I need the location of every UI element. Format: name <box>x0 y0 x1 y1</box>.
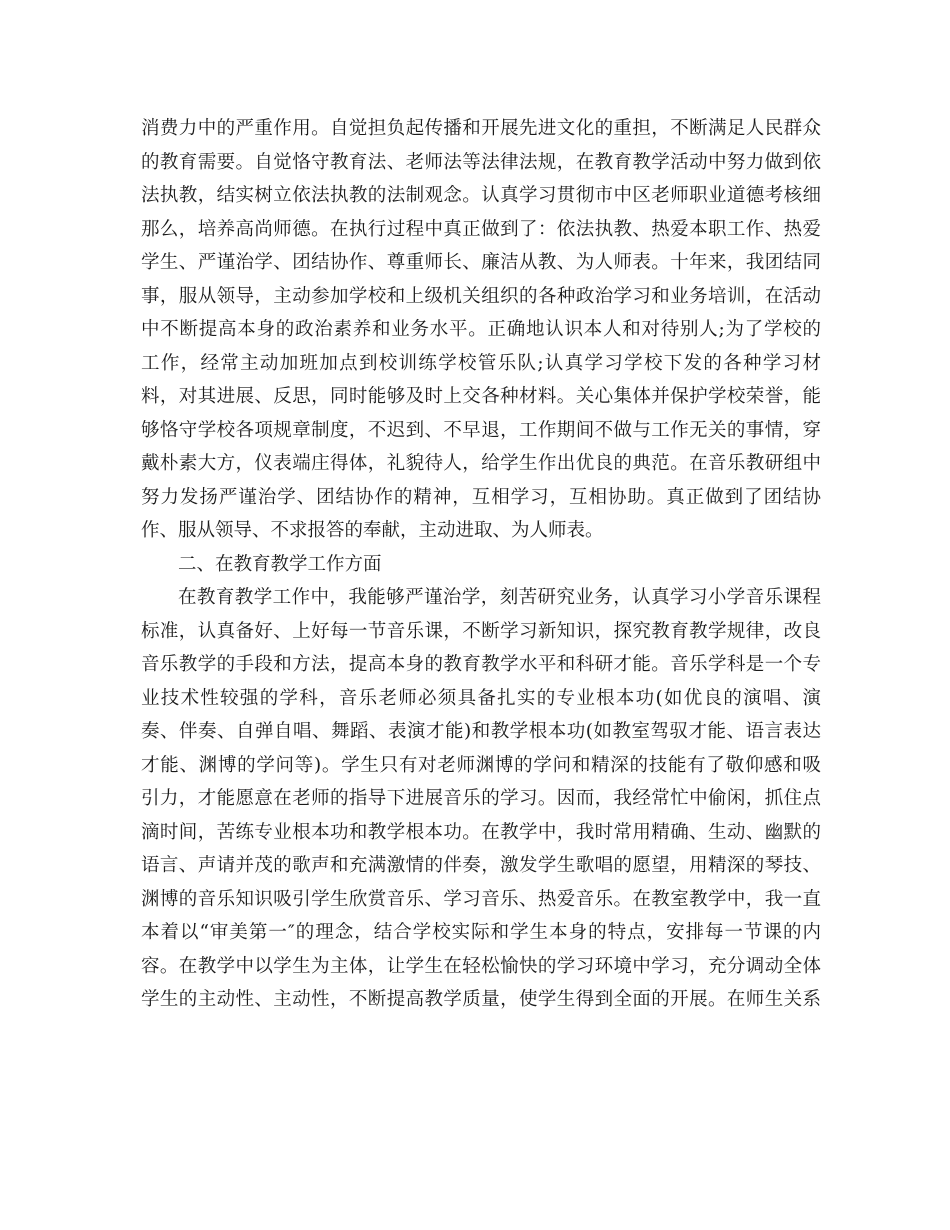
body-line: 奏、伴奏、自弹自唱、舞蹈、表演才能)和教学根本功(如教室驾驭才能、语言表达 <box>141 721 821 742</box>
body-line: 才能、渊博的学问等)。学生只有对老师渊博的学问和精深的技能有了敬仰感和吸 <box>141 754 821 776</box>
body-line: 够恪守学校各项规章制度，不迟到、不早退，工作期间不做与工作无关的事情，穿 <box>141 419 821 441</box>
body-line: 学生的主动性、主动性，不断提高教学质量，使学生得到全面的开展。在师生关系 <box>141 989 821 1010</box>
body-line: 本着以“审美第一″的理念，结合学校实际和学生本身的特点，安排每一节课的内 <box>141 922 821 943</box>
body-line: 滴时间，苦练专业根本功和教学根本功。在教学中，我时常用精确、生动、幽默的 <box>141 821 821 843</box>
body-line: 料，对其进展、反思，同时能够及时上交各种材料。关心集体并保护学校荣誉，能 <box>141 386 821 407</box>
body-line: 工作，经常主动加班加点到校训练学校管乐队;认真学习学校下发的各种学习材 <box>141 352 821 374</box>
body-line: 学生、严谨治学、团结协作、尊重师长、廉洁从教、为人师表。十年来，我团结同 <box>141 252 821 273</box>
body-line: 事，服从领导，主动参加学校和上级机关组织的各种政治学习和业务培训，在活动 <box>141 285 821 307</box>
body-line: 努力发扬严谨治学、团结协作的精神，互相学习，互相协助。真正做到了团结协 <box>141 486 821 508</box>
body-line: 标准，认真备好、上好每一节音乐课，不断学习新知识，探究教育教学规律，改良 <box>141 620 821 642</box>
body-line: 法执教，结实树立依法执教的法制观念。认真学习贯彻市中区老师职业道德考核细 <box>141 185 821 206</box>
body-line: 容。在教学中以学生为主体，让学生在轻松愉快的学习环境中学习，充分调动全体 <box>141 955 821 977</box>
body-line: 中不断提高本身的政治素养和业务水平。正确地认识本人和对待别人;为了学校的 <box>141 319 821 340</box>
body-line: 音乐教学的手段和方法，提高本身的教育教学水平和科研才能。音乐学科是一个专 <box>141 654 821 675</box>
body-line: 戴朴素大方，仪表端庄得体，礼貌待人，给学生作出优良的典范。在音乐教研组中 <box>141 453 821 474</box>
body-line: 语言、声请并茂的歌声和充满激情的伴奏，激发学生歌唱的愿望，用精深的琴技、 <box>141 855 821 876</box>
body-line: 消费力中的严重作用。自觉担负起传播和开展先进文化的重担，不断满足人民群众 <box>141 118 821 139</box>
body-line: 的教育需要。自觉恪守教育法、老师法等法律法规，在教育教学活动中努力做到依 <box>141 151 821 173</box>
body-line: 业技术性较强的学科，音乐老师必须具备扎实的专业根本功(如优良的演唱、演 <box>141 687 821 709</box>
body-line: 渊博的音乐知识吸引学生欣赏音乐、学习音乐、热爱音乐。在教室教学中，我一直 <box>141 888 821 910</box>
paragraph-first-line: 在教育教学工作中，我能够严谨治学，刻苦研究业务，认真学习小学音乐课程 <box>178 587 821 608</box>
body-line: 引力，才能愿意在老师的指导下进展音乐的学习。因而，我经常忙中偷闲，抓住点 <box>141 788 821 809</box>
body-line: 那么，培养高尚师德。在执行过程中真正做到了：依法执教、热爱本职工作、热爱 <box>141 218 821 240</box>
section-heading: 二、在教育教学工作方面 <box>178 553 382 575</box>
document-body <box>141 112 821 1017</box>
paragraph-end-line: 作、服从领导、不求报答的奉献，主动进取、为人师表。 <box>141 520 604 541</box>
